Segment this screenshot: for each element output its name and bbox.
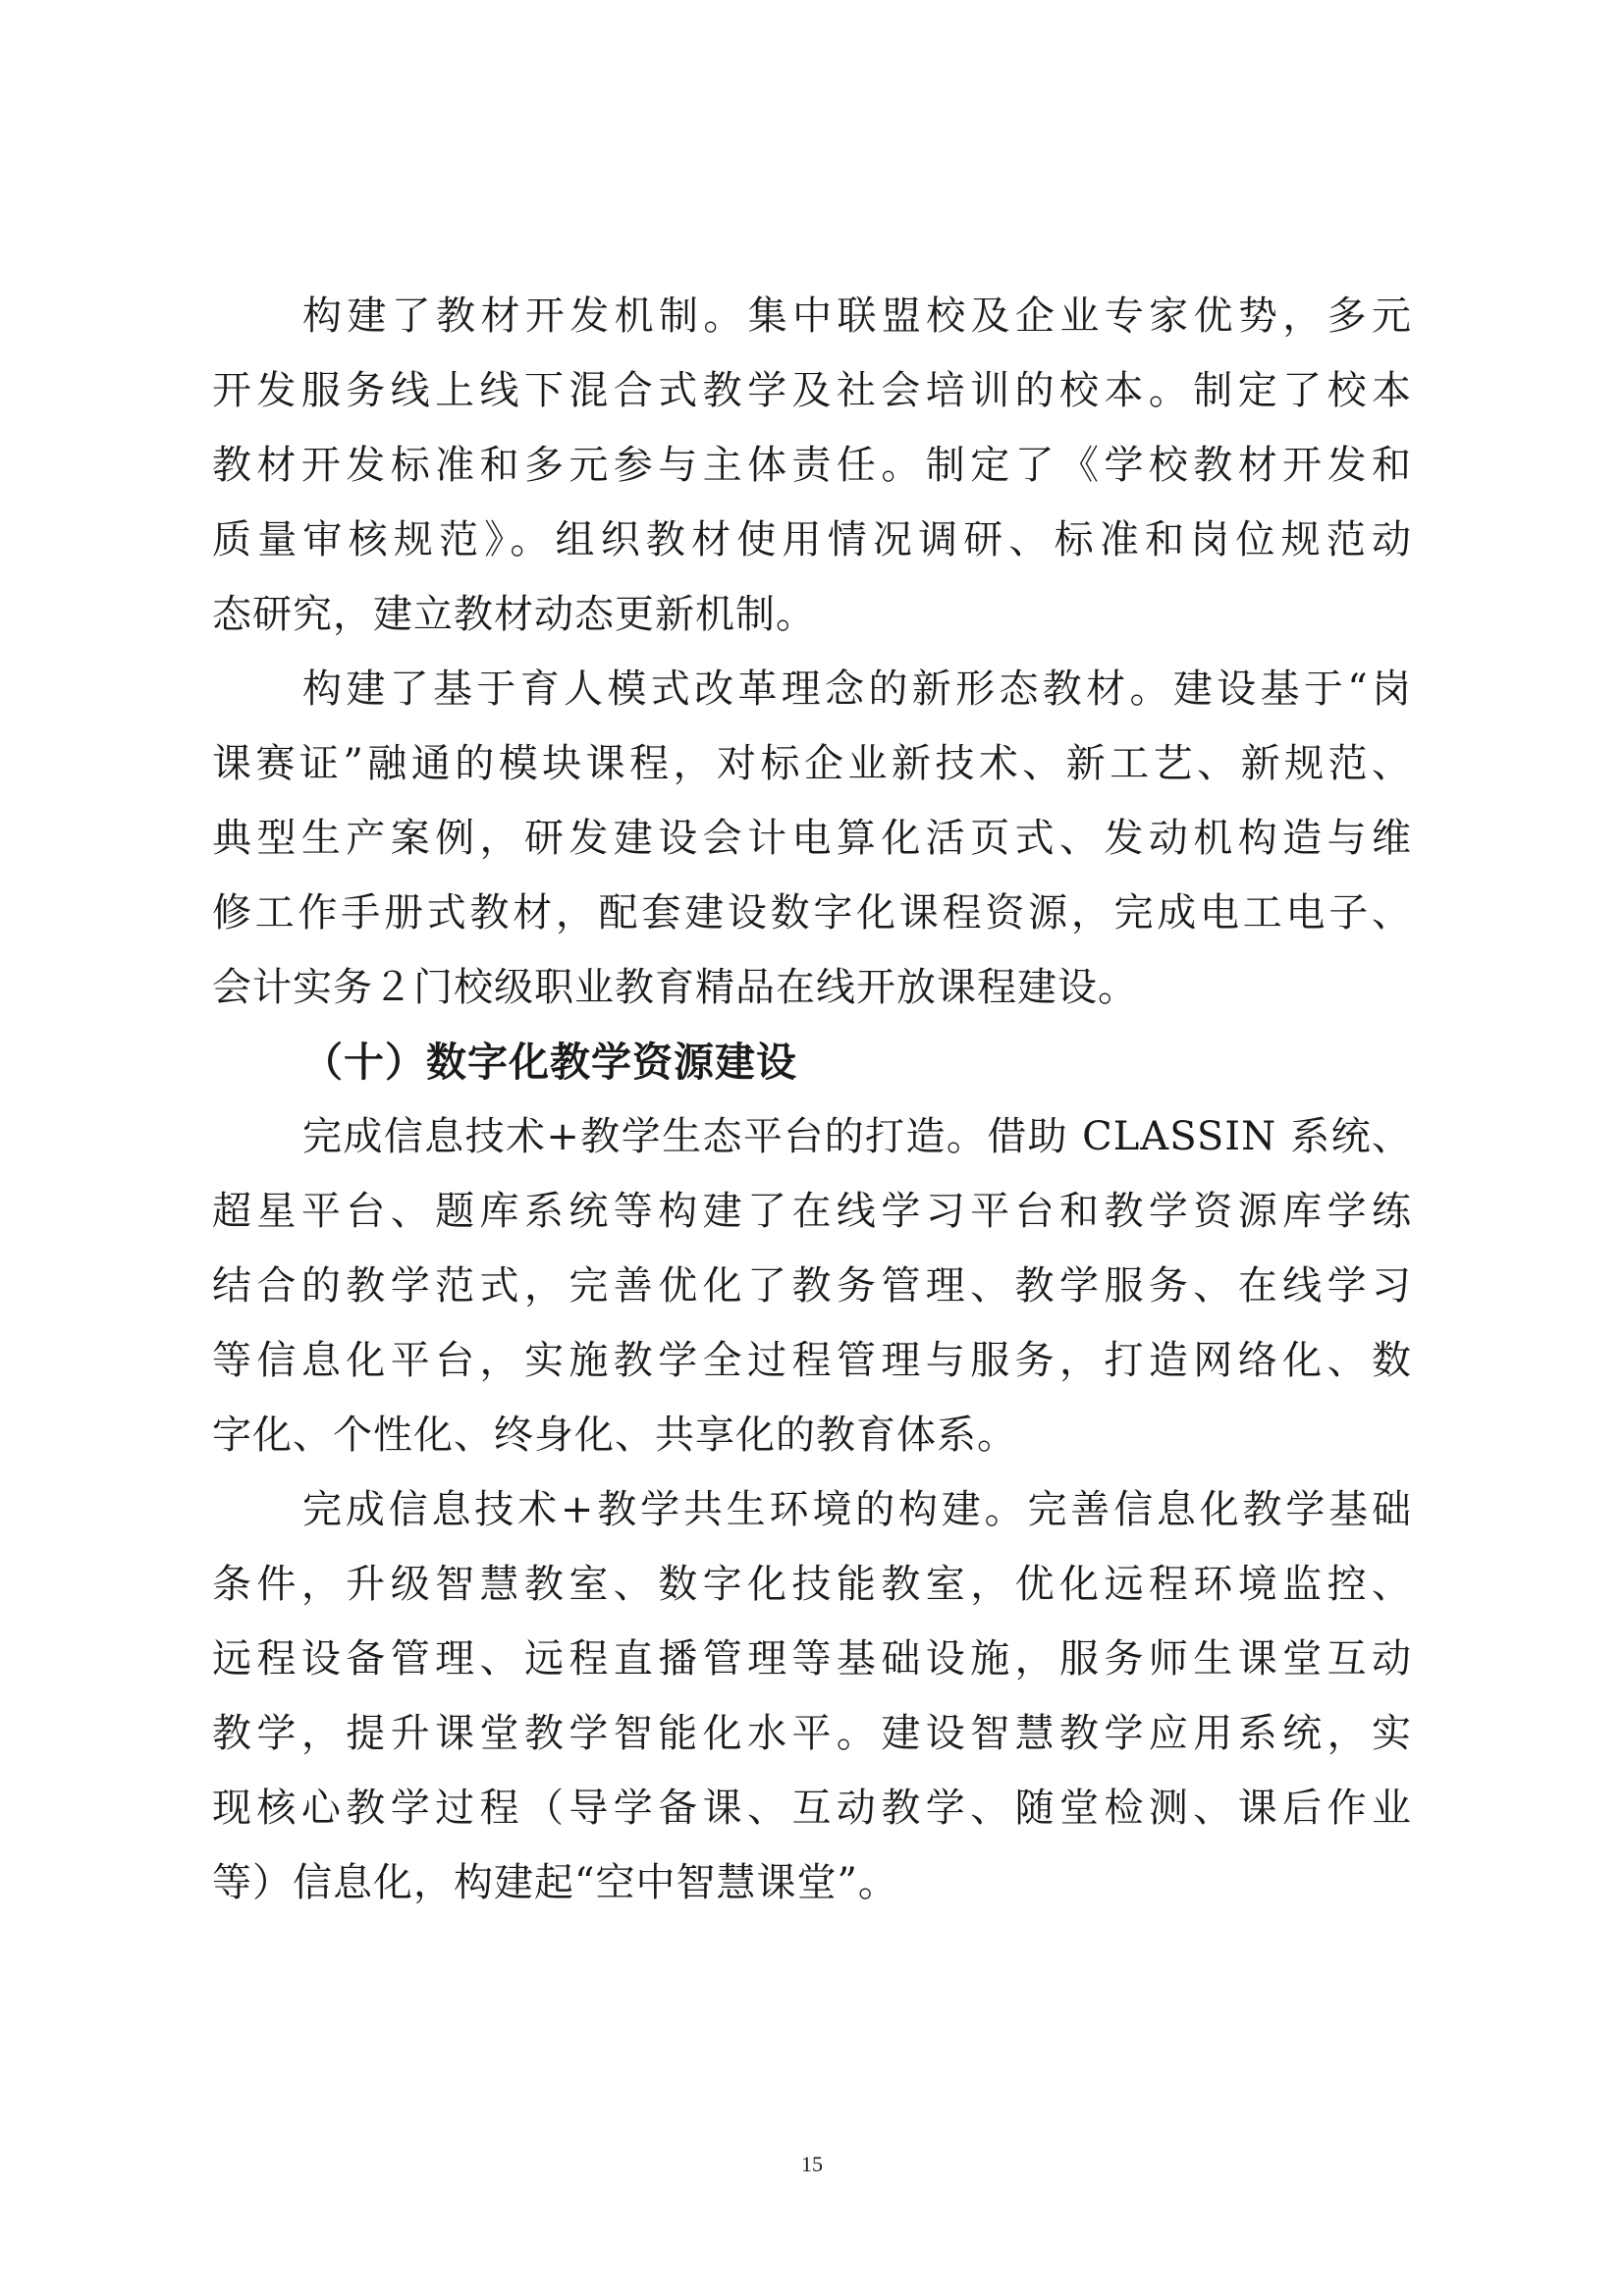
paragraph-4-line-2: 条件，升级智慧教室、数字化技能教室，优化远程环境监控、 <box>212 1562 1412 1607</box>
paragraph-4-line-1: 完成信息技术+教学共生环境的构建。完善信息化教学基础 <box>302 1487 1412 1532</box>
paragraph-2-line-2: 课赛证”融通的模块课程，对标企业新技术、新工艺、新规范、 <box>212 741 1412 786</box>
paragraph-3-line-4: 等信息化平台，实施教学全过程管理与服务，打造网络化、数 <box>212 1338 1412 1383</box>
paragraph-2-line-5: 会计实务２门校级职业教育精品在线开放课程建设。 <box>212 965 1138 1010</box>
paragraph-2-line-3: 典型生产案例，研发建设会计电算化活页式、发动机构造与维 <box>212 816 1412 861</box>
section-heading: （十）数字化教学资源建设 <box>302 1039 797 1086</box>
paragraph-2-line-4: 修工作手册式教材，配套建设数字化课程资源，完成电工电子、 <box>212 890 1412 935</box>
paragraph-4-line-5: 现核心教学过程（导学备课、互动教学、随堂检测、课后作业 <box>212 1786 1412 1831</box>
paragraph-1-line-4: 质量审核规范》。组织教材使用情况调研、标准和岗位规范动 <box>212 517 1412 562</box>
paragraph-3-line-3: 结合的教学范式，完善优化了教务管理、教学服务、在线学习 <box>212 1263 1412 1308</box>
paragraph-3-line-5: 字化、个性化、终身化、共享化的教育体系。 <box>212 1413 1017 1458</box>
page-number: 15 <box>801 2152 823 2176</box>
paragraph-4-line-6: 等）信息化，构建起“空中智慧课堂”。 <box>212 1860 898 1905</box>
paragraph-1-line-2: 开发服务线上线下混合式教学及社会培训的校本。制定了校本 <box>212 368 1412 413</box>
paragraph-4-line-4: 教学，提升课堂教学智能化水平。建设智慧教学应用系统，实 <box>212 1711 1412 1756</box>
paragraph-1-line-1: 构建了教材开发机制。集中联盟校及企业专家优势，多元 <box>302 294 1412 339</box>
paragraph-2-line-1: 构建了基于育人模式改革理念的新形态教材。建设基于“岗 <box>302 667 1412 712</box>
paragraph-4-line-3: 远程设备管理、远程直播管理等基础设施，服务师生课堂互动 <box>212 1636 1412 1682</box>
paragraph-3-line-2: 超星平台、题库系统等构建了在线学习平台和教学资源库学练 <box>212 1189 1412 1234</box>
paragraph-1-line-5: 态研究，建立教材动态更新机制。 <box>212 592 816 637</box>
paragraph-3-line-1: 完成信息技术+教学生态平台的打造。借助 CLASSIN 系统、 <box>302 1114 1412 1159</box>
paragraph-1-line-3: 教材开发标准和多元参与主体责任。制定了《学校教材开发和 <box>212 443 1412 488</box>
